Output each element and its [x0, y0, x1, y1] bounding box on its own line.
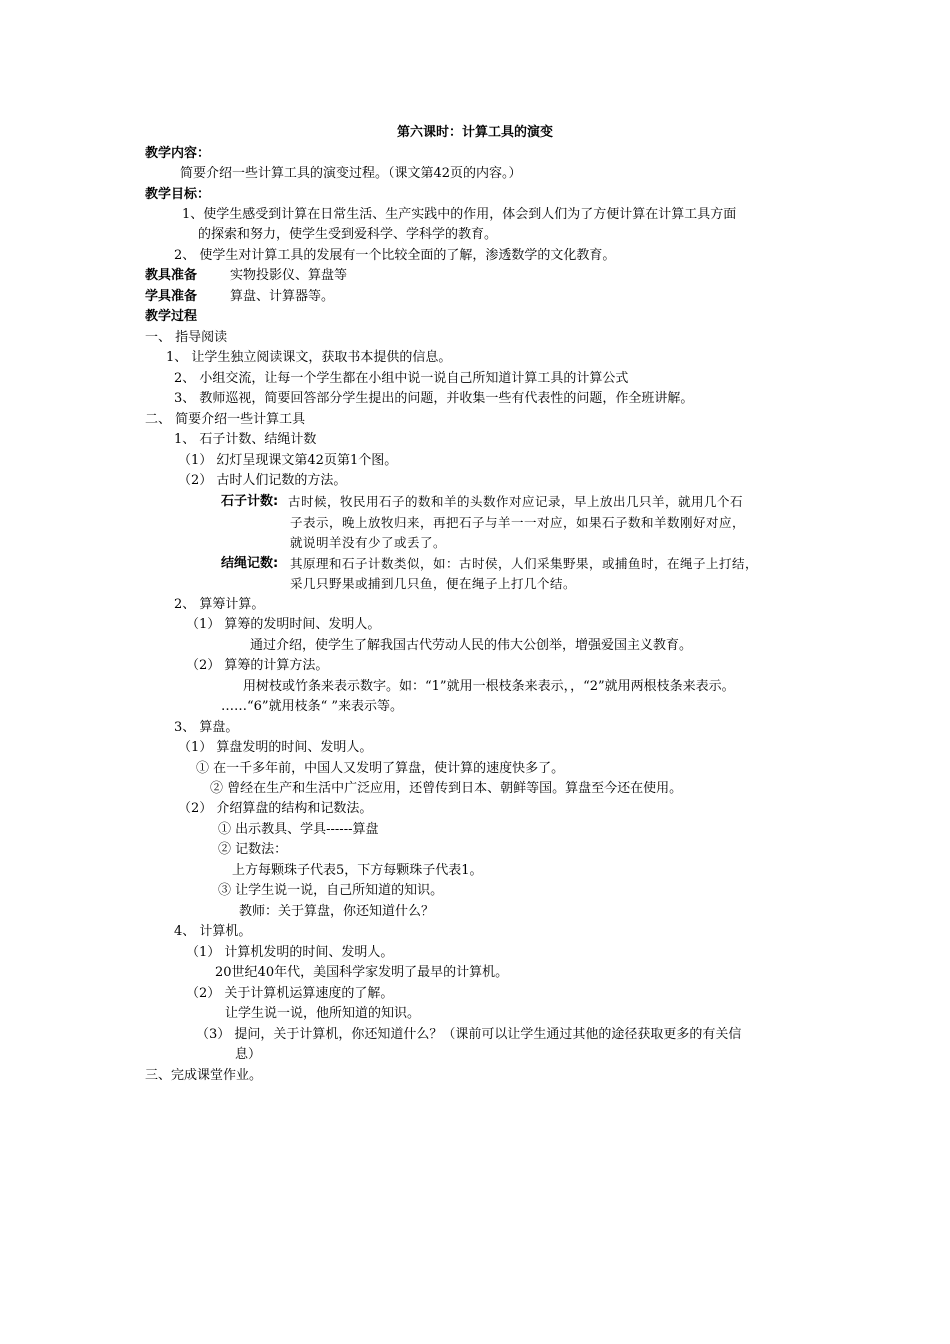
- text-line: 二、 简要介绍一些计算工具: [145, 412, 306, 427]
- text-line: 采几只野果或捕到几只鱼，便在绳子上打几个结。: [290, 576, 577, 591]
- text-line: （1） 算盘发明的时间、发明人。: [178, 740, 373, 755]
- text-line: 3、 算盘。: [174, 720, 239, 735]
- text-line: 1、 石子计数、结绳计数: [174, 432, 317, 447]
- text-line: （1） 算筹的发明时间、发明人。: [186, 617, 381, 632]
- section-heading: 教具准备: [145, 268, 198, 283]
- section-heading: 学具准备: [145, 289, 198, 304]
- text-line: 就说明羊没有少了或丢了。: [290, 535, 447, 550]
- text-line: 实物投影仪、算盘等: [230, 268, 348, 283]
- text-line: 教师：关于算盘，你还知道什么？: [239, 904, 435, 919]
- text-line: 让学生说一说，他所知道的知识。: [225, 1006, 421, 1021]
- text-line: （1） 计算机发明的时间、发明人。: [186, 945, 394, 960]
- text-line: （1） 幻灯呈现课文第42页第1个图。: [178, 453, 398, 468]
- section-heading: 教学目标：: [145, 187, 211, 202]
- text-line: 4、 计算机。: [174, 924, 252, 939]
- text-line: ……“6”就用枝条“ ”来表示等。: [221, 699, 403, 714]
- text-line: ② 记数法：: [218, 842, 288, 857]
- lesson-title: 第六课时：计算工具的演变: [396, 125, 553, 140]
- text-line: （3） 提问，关于计算机，你还知道什么？（课前可以让学生通过其他的途径获取更多的有关信: [196, 1027, 742, 1042]
- text-line: 古时候，牧民用石子的数和羊的头数作对应记录，早上放出几只羊，就用几个石: [288, 494, 744, 509]
- text-line: 上方每颗珠子代表5，下方每颗珠子代表1。: [232, 863, 483, 878]
- text-line: ① 出示教具、学具------算盘: [218, 822, 379, 837]
- text-line: 息）: [235, 1047, 262, 1062]
- section-heading: 结绳记数:: [221, 556, 279, 571]
- text-line: 3、 教师巡视，简要回答部分学生提出的问题，并收集一些有代表性的问题，作全班讲解。: [174, 391, 694, 406]
- text-line: （2） 古时人们记数的方法。: [178, 473, 347, 488]
- text-line: ② 曾经在生产和生活中广泛应用，还曾传到日本、朝鲜等国。算盘至今还在使用。: [210, 781, 683, 796]
- text-line: 2、 小组交流，让每一个学生都在小组中说一说自己所知道计算工具的计算公式: [174, 371, 629, 386]
- text-line: 2、 算筹计算。: [174, 597, 265, 612]
- text-line: 三、完成课堂作业。: [145, 1068, 263, 1083]
- text-line: 算盘、计算器等。: [230, 289, 335, 304]
- text-line: 一、 指导阅读: [145, 330, 228, 345]
- text-line: ① 在一千多年前，中国人又发明了算盘，使计算的速度快多了。: [196, 761, 565, 776]
- text-line: 的探索和努力，使学生受到爱科学、学科学的教育。: [198, 227, 498, 242]
- text-line: 其原理和石子计数类似，如：古时侯，人们采集野果，或捕鱼时，在绳子上打结，: [290, 556, 759, 571]
- text-line: ③ 让学生说一说，自己所知道的知识。: [218, 883, 444, 898]
- text-line: （2） 介绍算盘的结构和记数法。: [178, 801, 373, 816]
- text-line: 通过介绍，使学生了解我国古代劳动人民的伟大公创举，增强爱国主义教育。: [250, 638, 693, 653]
- text-line: 20世纪40年代，美国科学家发明了最早的计算机。: [215, 965, 509, 980]
- text-line: 2、 使学生对计算工具的发展有一个比较全面的了解，渗透数学的文化教育。: [174, 248, 616, 263]
- text-line: （2） 关于计算机运算速度的了解。: [186, 986, 394, 1001]
- section-heading: 教学过程: [145, 309, 198, 324]
- section-heading: 教学内容：: [145, 146, 211, 161]
- text-line: （2） 算筹的计算方法。: [186, 658, 329, 673]
- text-line: 1、使学生感受到计算在日常生活、生产实践中的作用，体会到人们为了方便计算在计算工具方面: [182, 207, 737, 222]
- text-line: 1、 让学生独立阅读课文，获取书本提供的信息。: [166, 350, 452, 365]
- text-line: 子表示，晚上放牧归来，再把石子与羊一一对应，如果石子数和羊数刚好对应，: [290, 515, 746, 530]
- text-line: 用树枝或竹条来表示数字。如：“1”就用一根枝条来表示，，“2”就用两根枝条来表示。: [243, 679, 735, 694]
- section-heading: 石子计数:: [221, 494, 279, 509]
- text-line: 简要介绍一些计算工具的演变过程。（课文第42页的内容。）: [180, 166, 522, 181]
